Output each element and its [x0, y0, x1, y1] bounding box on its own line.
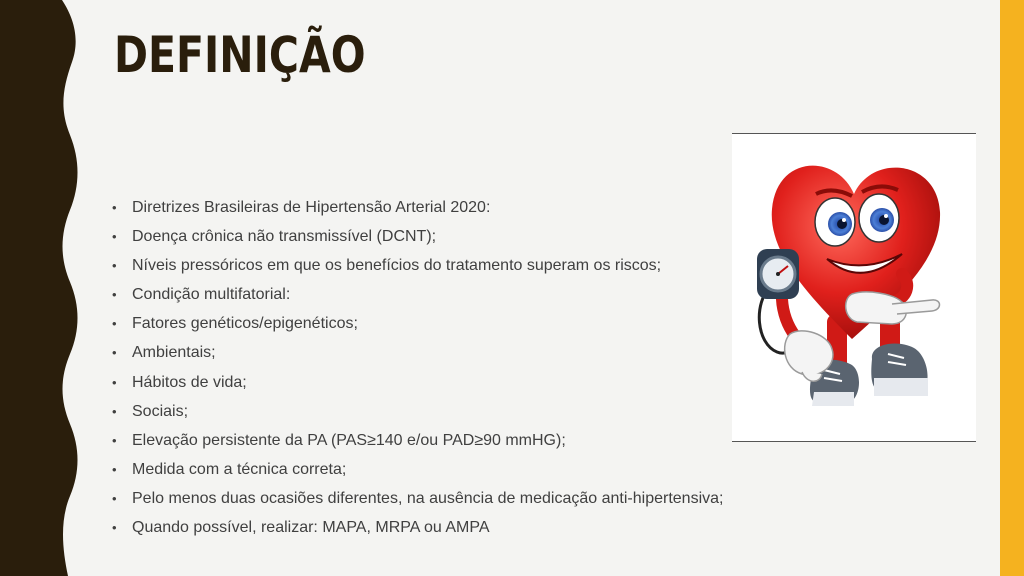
list-item [112, 513, 723, 542]
list-item [112, 309, 723, 338]
right-eye [859, 194, 899, 242]
list-item-text: Fatores genéticos/epigenéticos; [132, 315, 358, 333]
list-item [112, 426, 723, 455]
list-item [112, 368, 723, 397]
list-item-text: Diretrizes Brasileiras de Hipertensão Arterial 2020: [132, 199, 491, 216]
list-item [112, 484, 723, 513]
illustration-frame [732, 133, 976, 442]
list-item-text: Medida com a técnica correta; [132, 460, 347, 478]
slide-title: DEFINIÇÃO [114, 26, 366, 84]
list-item-text: Hábitos de vida; [132, 373, 247, 391]
list-item [112, 280, 723, 309]
bullet-dot: • [112, 403, 117, 419]
list-item [112, 397, 723, 426]
list-item-text: Sociais; [132, 402, 189, 420]
left-wavy-band [0, 0, 90, 576]
bullet-dot: • [112, 374, 117, 390]
list-item [112, 193, 723, 222]
list-item-text: Ambientais; [132, 344, 216, 362]
bullet-list [112, 193, 723, 542]
bullet-dot: • [112, 200, 117, 215]
right-accent-band [1000, 0, 1024, 576]
pressure-gauge-icon [757, 249, 799, 299]
list-item-text: Níveis pressóricos em que os benefícios do tratamento superam os riscos; [132, 257, 662, 275]
list-item-text: Elevação persistente da PA (PAS≥140 e/ou PAD≥90 mmHG); [132, 431, 566, 449]
list-item [112, 455, 723, 484]
bullet-dot: • [112, 345, 117, 361]
list-item-text: Quando possível, realizar: MAPA, MRPA ou AMPA [132, 519, 490, 537]
bullet-dot: • [112, 432, 117, 448]
heart-mascot-illustration [732, 134, 976, 441]
bullet-dot: • [112, 520, 117, 536]
bullet-dot: • [112, 229, 117, 245]
bullet-dot: • [112, 258, 117, 274]
list-item [112, 338, 723, 367]
list-item-text: Doença crônica não transmissível (DCNT); [132, 228, 437, 246]
bullet-dot: • [112, 461, 117, 477]
pointing-glove [846, 292, 940, 324]
list-item [112, 251, 723, 280]
bullet-dot: • [112, 490, 117, 506]
bullet-dot: • [112, 287, 117, 303]
list-item-text: Condição multifatorial: [132, 286, 291, 304]
right-sneaker [871, 344, 928, 396]
list-item [112, 222, 723, 251]
bullet-dot: • [112, 316, 117, 332]
left-eye [815, 198, 855, 246]
list-item-text: Pelo menos duas ocasiões diferentes, na ausência de medicação anti-hipertensiva; [132, 489, 724, 507]
